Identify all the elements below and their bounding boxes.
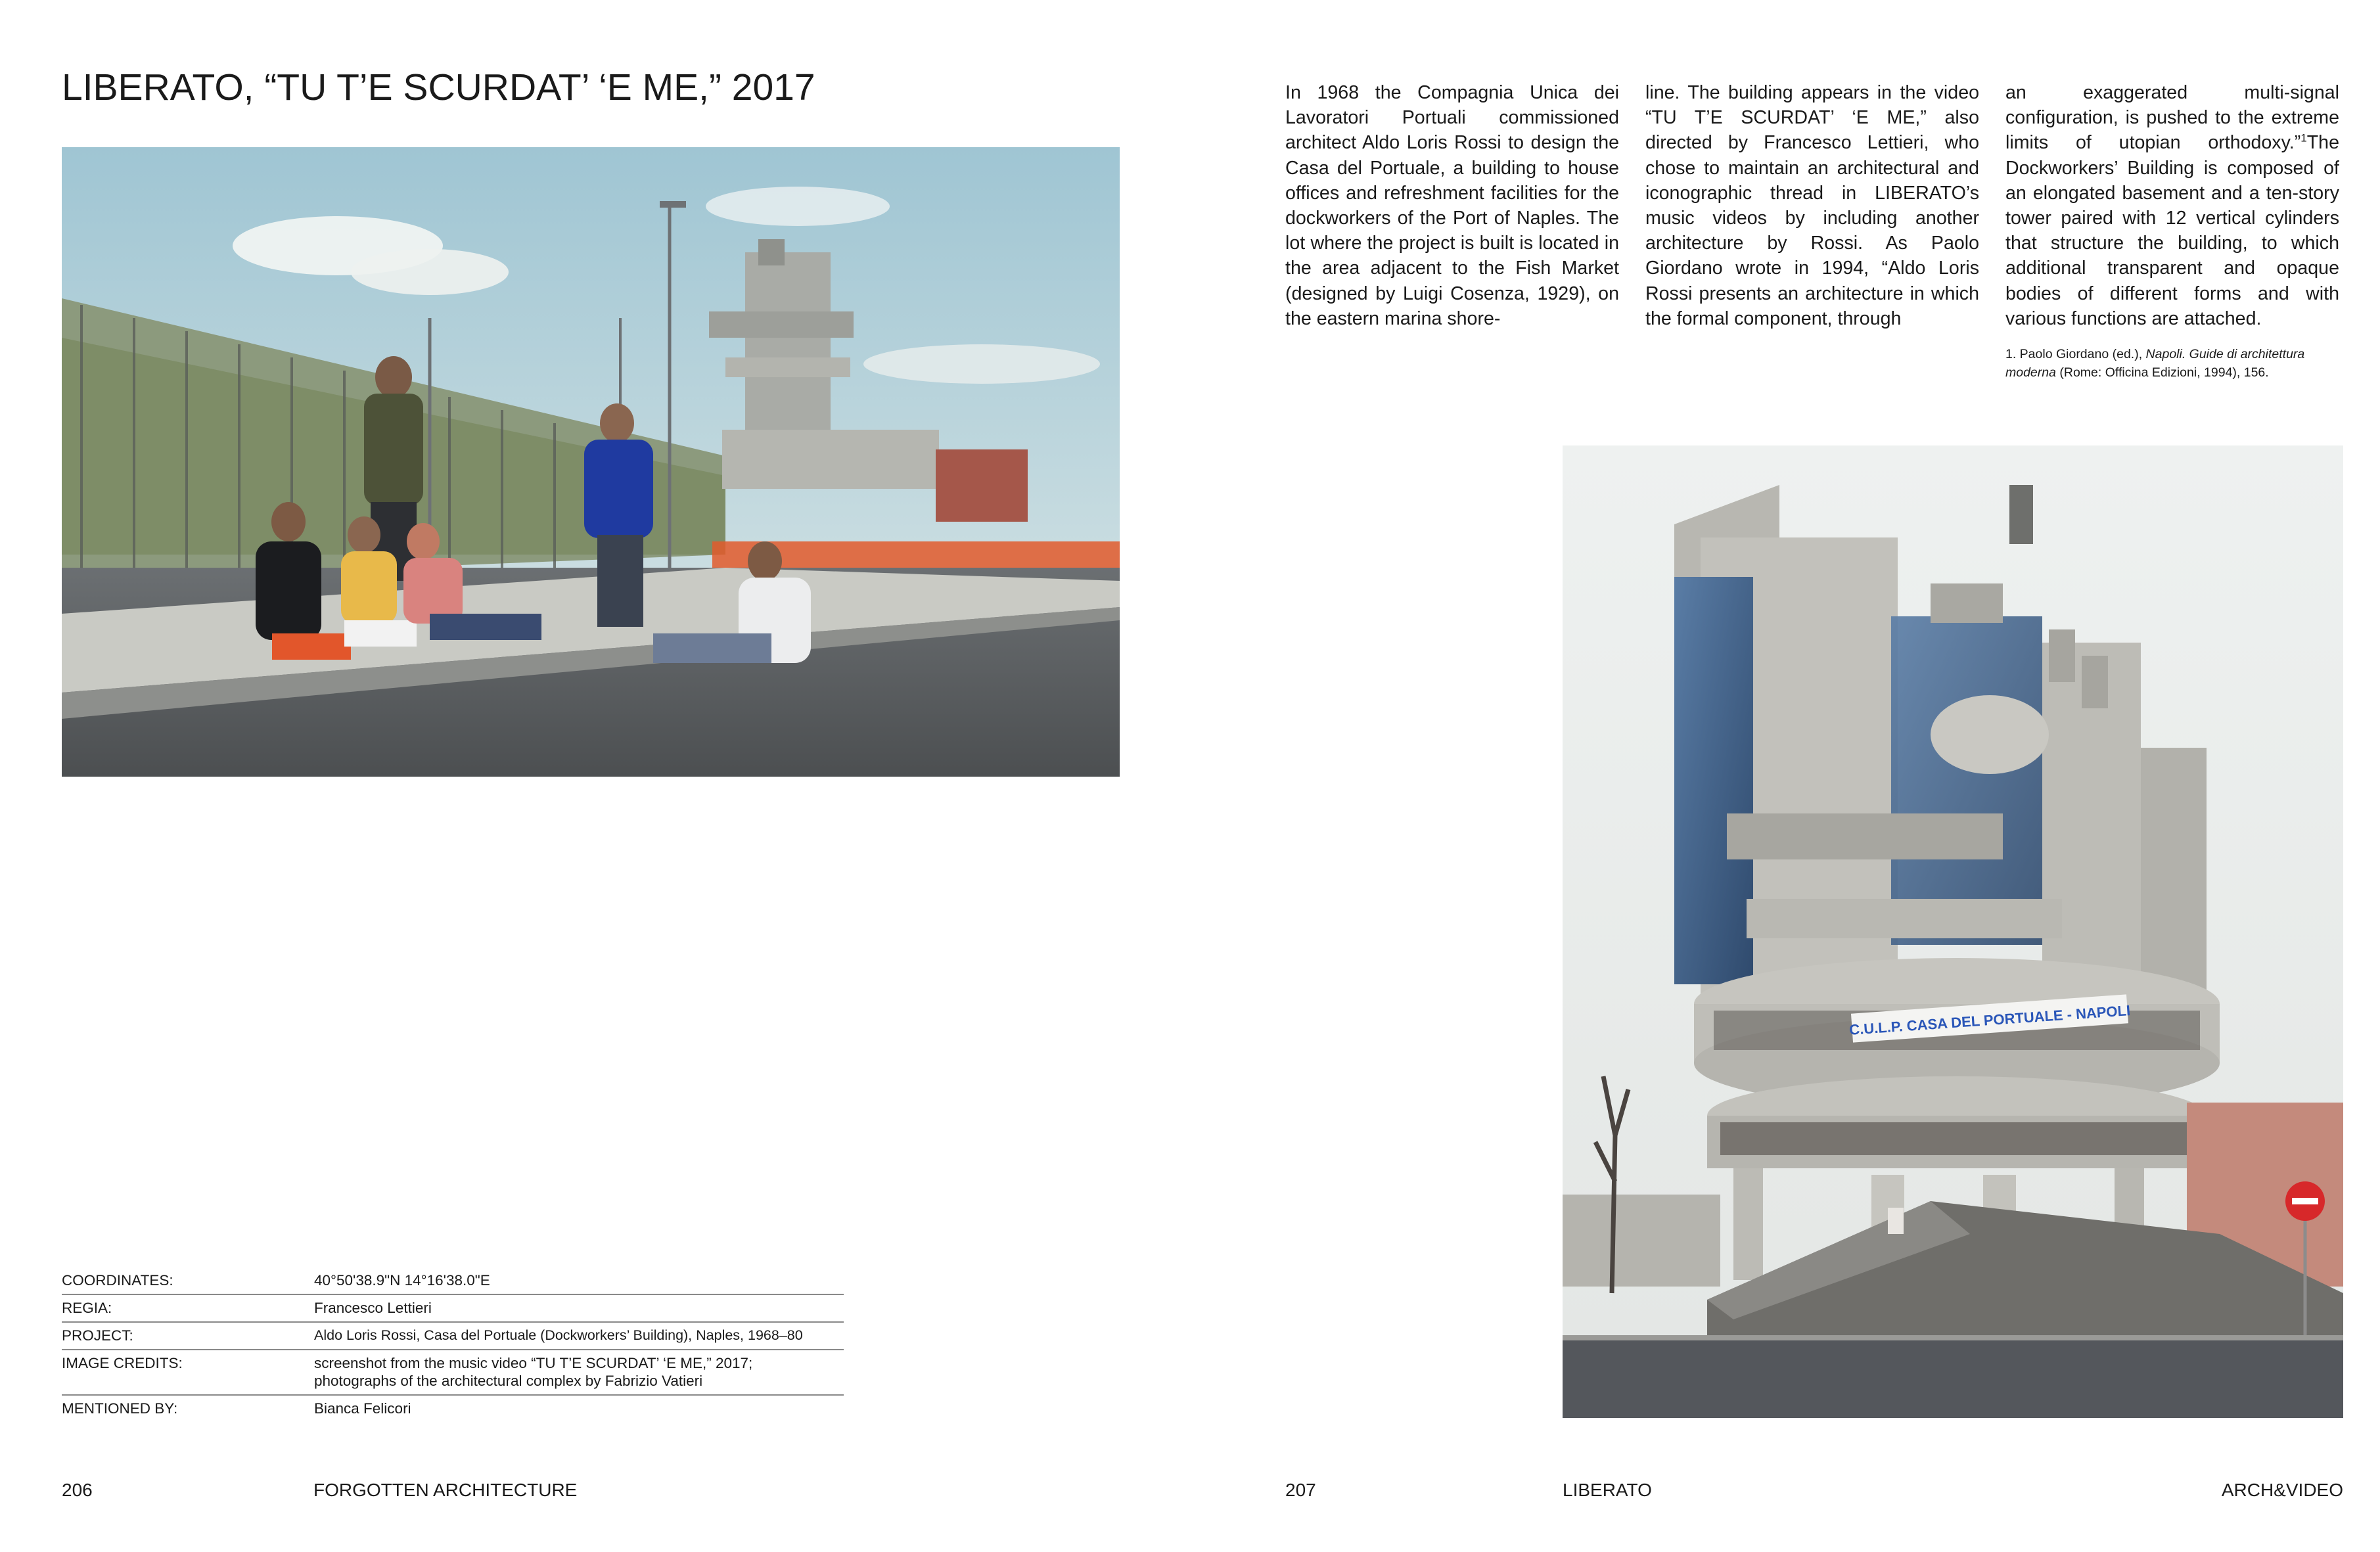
- metadata-label: PROJECT:: [62, 1327, 133, 1344]
- metadata-value: Aldo Loris Rossi, Casa del Portuale (Dockworkers’ Building), Naples, 1968–80: [314, 1327, 803, 1343]
- music-video-still-illustration: [62, 147, 1120, 777]
- metadata-value: 40°50'38.9"N 14°16'38.0"E: [314, 1272, 490, 1289]
- casa-del-portuale-illustration: [1563, 445, 2343, 1418]
- right-page-number: 207: [1285, 1480, 1316, 1500]
- metadata-value: Bianca Felicori: [314, 1400, 411, 1417]
- body-text-column-1: In 1968 the Compagnia Unica dei Lavoratori Portuali commissioned architect Aldo Loris Rossi to design the Casa del Portuale, a building to house offices and refreshment facilities for the dockworkers of the Port of Naples. The lot where the project is built is located in the area adjacent to the Fish Market (designed by Luigi Cosenza, 1929), on the eastern marina shore-: [1285, 82, 1619, 329]
- project-metadata-table: [62, 1267, 844, 1422]
- right-running-head: LIBERATO: [1563, 1480, 1652, 1500]
- column-3-text: The Dockworkers’ Building is composed of an elongated basement and a ten-story tower paired with 12 vertical cylinders that structure the building, to which additional transparent and opaque bodies of different forms and with various functions are attached.: [2005, 132, 2339, 329]
- footnote-title: Napoli. Guide di architettura moderna: [2005, 347, 2305, 380]
- metadata-row-coordinates: [62, 1267, 844, 1295]
- casa-del-portuale-photo: [1563, 445, 2343, 1418]
- metadata-row-project: [62, 1323, 844, 1350]
- body-text-column-2: line. The building appears in the video “TU T’E SCURDAT’ ‘E ME,” also directed by Francesco Lettieri, who chose to maintain an architectural and iconographic thread in LIBERATO’s music videos by including another architecture by Rossi. As Paolo Giordano wrote in 1994, “Aldo Loris Rossi presents an architecture in which the formal component, through: [1645, 82, 1979, 329]
- metadata-label: COORDINATES:: [62, 1272, 173, 1289]
- body-text-column-3: [2005, 80, 2339, 331]
- metadata-row-regia: [62, 1295, 844, 1323]
- metadata-label: REGIA:: [62, 1300, 112, 1316]
- page-title: LIBERATO, “TU T’E SCURDAT’ ‘E ME,” 2017: [62, 66, 815, 108]
- column-3-quote: an exaggerated multi-signal configuration, is pushed to the extreme limits of utopian orthodoxy.”: [2005, 82, 2339, 154]
- footnote-suffix: (Rome: Officina Edizioni, 1994), 156.: [2055, 365, 2269, 380]
- footnote-prefix: 1. Paolo Giordano (ed.),: [2005, 347, 2146, 361]
- left-running-head: FORGOTTEN ARCHITECTURE: [313, 1480, 578, 1500]
- footnote-marker: 1: [2300, 131, 2307, 145]
- building-sign-text: C.U.L.P. CASA DEL PORTUALE - NAPOLI: [1848, 1002, 2131, 1038]
- metadata-value: screenshot from the music video “TU T’E SCURDAT’ ‘E ME,” 2017; photographs of the architectural complex by Fabrizio Vatieri: [314, 1355, 753, 1389]
- metadata-label: MENTIONED BY:: [62, 1400, 178, 1417]
- right-category: ARCH&VIDEO: [2221, 1480, 2343, 1500]
- music-video-still-photo: [62, 147, 1120, 777]
- metadata-value: Francesco Lettieri: [314, 1300, 432, 1316]
- footnote: [2005, 345, 2343, 382]
- metadata-row-mentioned-by: [62, 1396, 844, 1422]
- metadata-label: IMAGE CREDITS:: [62, 1355, 183, 1371]
- metadata-row-image-credits: [62, 1350, 844, 1396]
- left-page-number: 206: [62, 1480, 93, 1500]
